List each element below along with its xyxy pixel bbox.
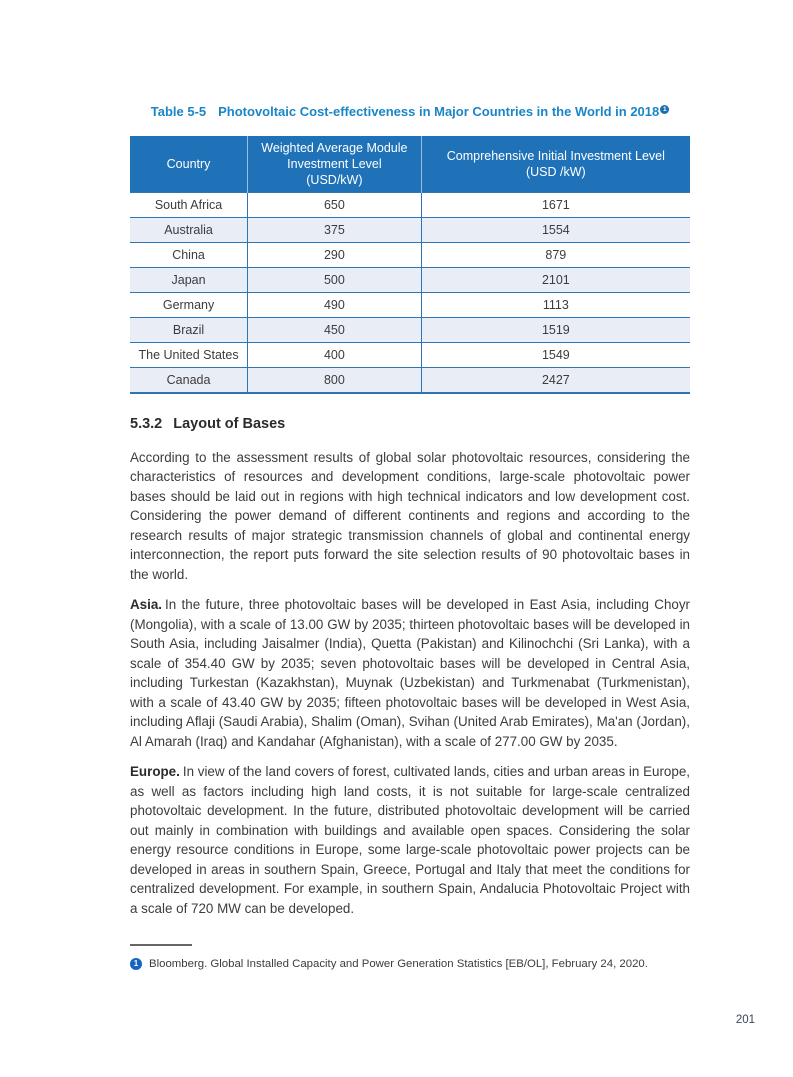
- column-header-country: Country: [130, 136, 248, 193]
- footnote: [130, 957, 690, 972]
- module-investment-cell: 800: [248, 368, 422, 393]
- photovoltaic-cost-table: [130, 136, 690, 394]
- country-cell: Japan: [130, 268, 248, 293]
- table-row: [130, 318, 690, 343]
- comprehensive-investment-cell: 1113: [421, 293, 690, 318]
- table-row: [130, 193, 690, 218]
- table-row: [130, 293, 690, 318]
- column-header-module-investment: Weighted Average Module Investment Level (USD/kW): [248, 136, 422, 193]
- footnote-divider: [130, 944, 192, 946]
- country-cell: Germany: [130, 293, 248, 318]
- table-row: [130, 243, 690, 268]
- column-header-comprehensive-investment: Comprehensive Initial Investment Level (USD /kW): [421, 136, 690, 193]
- comprehensive-investment-cell: 879: [421, 243, 690, 268]
- module-investment-cell: 490: [248, 293, 422, 318]
- paragraph-text: In the future, three photovoltaic bases will be developed in East Asia, including Choyr (Mongolia), with a scale of 13.00 GW by 2035; thirteen photovoltaic bases will be developed in South Asia, including Jaisalmer (India), Quetta (Pakistan) and Kilinochchi (Sri Lanka), with a scale of 354.40 GW by 2035; seven photovoltaic bases will be developed in Central Asia, including Turkestan (Kazakhstan), Muynak (Uzbekistan) and Turkmenabat (Turkmenistan), with a scale of 43.40 GW by 2035; fifteen photovoltaic bases will be developed in West Asia, including Aflaji (Saudi Arabia), Shalim (Oman), Svihan (United Arab Emirates), Ma'an (Jordan), Al Amarah (Iraq) and Kandahar (Afghanistan), with a scale of 277.00 GW by 2035.: [130, 597, 690, 749]
- table-row: [130, 268, 690, 293]
- paragraph-text: According to the assessment results of global solar photovoltaic resources, considering the characteristics of resources and development conditions, large-scale photovoltaic power bases should be laid out in regions with high technical indicators and low development cost. Considering the power demand of different continents and regions and according to the research results of major strategic transmission channels of global and continental energy interconnection, the report puts forward the site selection results of 90 photovoltaic bases in the world.: [130, 449, 690, 582]
- paragraph-asia: [130, 595, 690, 751]
- country-cell: China: [130, 243, 248, 268]
- footnote-reference-marker: 1: [660, 105, 669, 114]
- module-investment-cell: 650: [248, 193, 422, 218]
- table-label: Table 5-5: [150, 104, 207, 119]
- country-cell: The United States: [130, 343, 248, 368]
- module-investment-cell: 500: [248, 268, 422, 293]
- comprehensive-investment-cell: 1519: [421, 318, 690, 343]
- comprehensive-investment-cell: 1671: [421, 193, 690, 218]
- section-number: 5.3.2: [130, 415, 163, 432]
- paragraph-text: In view of the land covers of forest, cultivated lands, cities and urban areas in Europe, as well as factors including high land costs, it is not suitable for large-scale centralized photovoltaic development. In the future, distributed photovoltaic development will be carried out mainly in combination with buildings and available open spaces. Considering the solar energy resource conditions in Europe, some large-scale photovoltaic power projects can be developed in areas in southern Spain, Greece, Portugal and Italy that meet the conditions for centralized development. For example, in southern Spain, Andalucia Photovoltaic Project with a scale of 720 MW can be developed.: [130, 764, 690, 916]
- country-cell: Canada: [130, 368, 248, 393]
- table-header-row: [130, 136, 690, 193]
- section-title: Layout of Bases: [173, 415, 286, 432]
- footnote-text: Bloomberg. Global Installed Capacity and Power Generation Statistics [EB/OL], February 24, 2020.: [149, 958, 648, 970]
- table-row: [130, 368, 690, 393]
- module-investment-cell: 375: [248, 218, 422, 243]
- module-investment-cell: 450: [248, 318, 422, 343]
- paragraph-europe: [130, 762, 690, 918]
- comprehensive-investment-cell: 2427: [421, 368, 690, 393]
- country-cell: Brazil: [130, 318, 248, 343]
- table-caption: [130, 104, 690, 120]
- table-header: [130, 136, 690, 193]
- page-content: [130, 104, 690, 972]
- module-investment-cell: 400: [248, 343, 422, 368]
- section-heading: [130, 416, 690, 432]
- table-row: [130, 218, 690, 243]
- comprehensive-investment-cell: 1549: [421, 343, 690, 368]
- paragraph-lead: Europe.: [130, 764, 180, 779]
- comprehensive-investment-cell: 1554: [421, 218, 690, 243]
- table-body: [130, 193, 690, 393]
- table-row: [130, 343, 690, 368]
- table-title-text: Photovoltaic Cost-effectiveness in Major Countries in the World in 2018: [218, 104, 660, 119]
- country-cell: South Africa: [130, 193, 248, 218]
- paragraph-intro: [130, 448, 690, 585]
- footnote-marker-icon: 1: [130, 958, 142, 970]
- comprehensive-investment-cell: 2101: [421, 268, 690, 293]
- paragraph-lead: Asia.: [130, 597, 163, 612]
- country-cell: Australia: [130, 218, 248, 243]
- page-number: 201: [735, 1014, 755, 1026]
- module-investment-cell: 290: [248, 243, 422, 268]
